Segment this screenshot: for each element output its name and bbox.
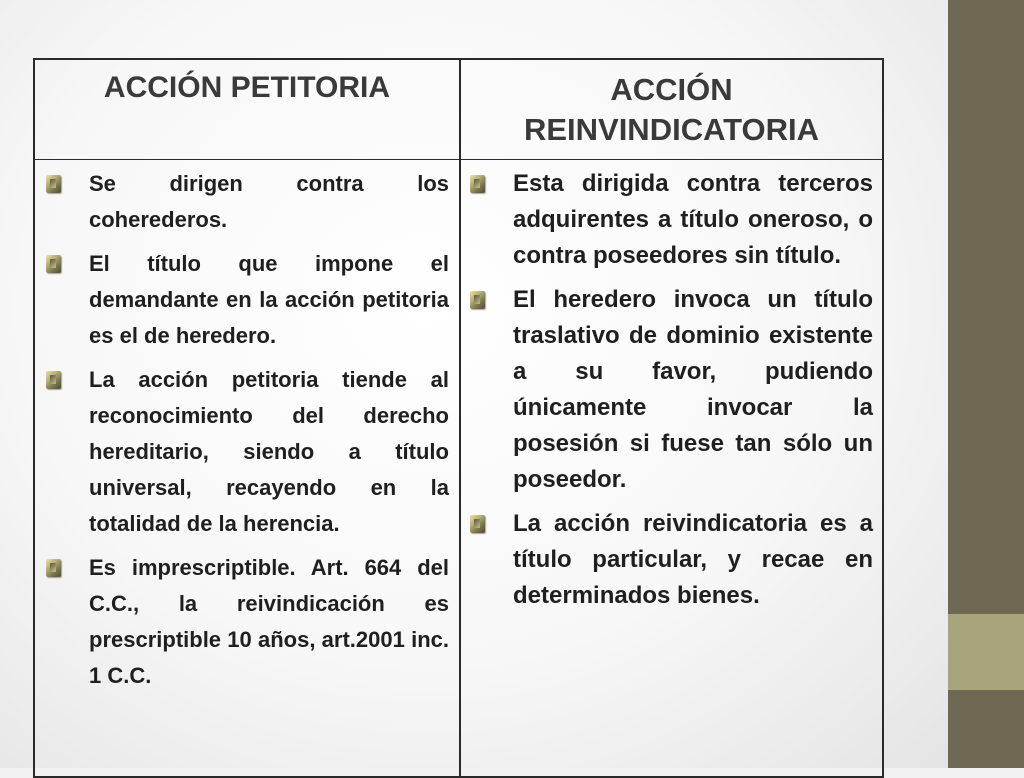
- list-item: [43, 550, 449, 694]
- square-bullet-icon: [470, 291, 485, 309]
- square-bullet-icon: [46, 371, 61, 389]
- list-item-text: Se dirigen contra los coherederos.: [89, 171, 449, 232]
- decorative-side-accent: [948, 614, 1024, 690]
- right-column-list: [467, 166, 873, 622]
- list-item-text: Es imprescriptible. Art. 664 del C.C., la reivindicación es prescriptible 10 años, art.2001 inc. 1 C.C.: [89, 555, 449, 688]
- square-bullet-icon: [46, 255, 61, 273]
- square-bullet-icon: [470, 175, 485, 193]
- list-item: [43, 166, 449, 238]
- list-item: [467, 166, 873, 274]
- list-item-text: Esta dirigida contra terceros adquirentes a título oneroso, o contra poseedores sin título.: [513, 170, 873, 269]
- list-item: [467, 506, 873, 614]
- left-column-header: ACCIÓN PETITORIA: [103, 71, 391, 104]
- list-item: [43, 246, 449, 354]
- right-column-header: ACCIÓN REINVINDICATORIA: [523, 72, 820, 147]
- list-item-text: El título que impone el demandante en la acción petitoria es el de heredero.: [89, 251, 449, 348]
- column-divider: [459, 60, 461, 776]
- square-bullet-icon: [46, 559, 61, 577]
- header-divider: [35, 159, 882, 160]
- list-item-text: El heredero invoca un título traslativo de dominio existente a su favor, pudiendo únicamente invocar la posesión si fuese tan sólo un poseedor.: [513, 286, 873, 493]
- list-item: [43, 362, 449, 542]
- list-item: [467, 282, 873, 498]
- comparison-table: [33, 58, 884, 778]
- square-bullet-icon: [470, 515, 485, 533]
- list-item-text: La acción reivindicatoria es a título particular, y recae en determinados bienes.: [513, 510, 873, 609]
- square-bullet-icon: [46, 175, 61, 193]
- list-item-text: La acción petitoria tiende al reconocimiento del derecho hereditario, siendo a título universal, recayendo en la totalidad de la herencia.: [89, 367, 449, 536]
- left-column-list: [43, 166, 449, 702]
